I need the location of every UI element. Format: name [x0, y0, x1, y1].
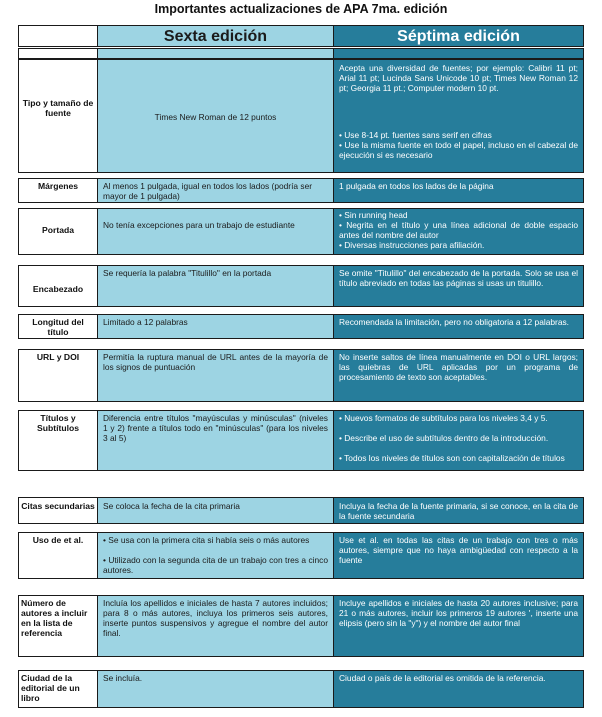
sexta-cell — [97, 411, 333, 470]
spacer-cell — [97, 49, 333, 58]
row-label-cell — [18, 179, 97, 202]
table-header-row — [18, 25, 584, 47]
septima-text: Incluya la fecha de la fuente primaria, si se conoce, en la cita de la fuente secundaria — [339, 501, 578, 521]
row-label-cell — [18, 411, 97, 470]
septima-cell — [333, 498, 584, 523]
row-label: Márgenes — [37, 181, 79, 191]
septima-cell — [333, 411, 584, 470]
table-row — [18, 497, 584, 524]
septima-text: Recomendada la limitación, pero no obligatoria a 12 palabras. — [339, 317, 569, 327]
row-label-cell — [18, 60, 97, 172]
sexta-cell — [97, 179, 333, 202]
header-label-septima: Séptima edición — [397, 28, 520, 45]
septima-cell — [333, 350, 584, 401]
header-cell-septima — [333, 26, 584, 46]
table-row — [18, 265, 584, 307]
septima-text: • Describe el uso de subtítulos dentro de la introducción. — [339, 433, 549, 443]
sexta-text: Incluía los apellidos e iniciales de hasta 7 autores incluidos; para 8 o más autores, incluya los primeros seis autores, inserte puntos suspensivos y agregue el nombre del autor final. — [103, 598, 328, 638]
spacer-row — [18, 48, 584, 59]
row-label: Longitud del título — [32, 317, 84, 337]
septima-text: Incluye apellidos e iniciales de hasta 20 autores inclusive; para 21 o más autores, incluir los primeros 19 autores ', inserte una elipsis (pero sin la "y") y el nombre del autor final — [339, 598, 578, 628]
table-row — [18, 59, 584, 173]
sexta-text: Al menos 1 pulgada, igual en todos los lados (podría ser mayor de 1 pulgada) — [103, 181, 313, 201]
row-label: Portada — [42, 225, 74, 235]
sexta-cell — [97, 498, 333, 523]
sexta-text: Se incluía. — [103, 673, 143, 683]
row-label-cell — [18, 266, 97, 306]
septima-cell — [333, 60, 584, 172]
row-label: URL y DOI — [36, 352, 80, 362]
septima-text: • Todos los niveles de títulos son con capitalización de títulos — [339, 453, 565, 463]
septima-text: Ciudad o país de la editorial es omitida de la referencia. — [339, 673, 546, 683]
header-cell-sexta — [97, 26, 333, 46]
septima-cell — [333, 596, 584, 656]
septima-text: • Negrita en el título y una línea adicional de doble espacio antes del nombre del autor — [339, 220, 578, 240]
septima-cell — [333, 533, 584, 578]
septima-cell — [333, 266, 584, 306]
sexta-cell — [97, 266, 333, 306]
septima-text: • Use 8-14 pt. fuentes sans serif en cifras — [339, 130, 492, 140]
sexta-cell — [97, 350, 333, 401]
row-label: Citas secundarias — [21, 501, 95, 511]
septima-text: • Diversas instrucciones para afiliación. — [339, 240, 485, 250]
row-label-cell — [18, 315, 97, 338]
sexta-cell — [97, 596, 333, 656]
septima-text: • Use la misma fuente en todo el papel, incluso en el cabezal de ejecución si es necesario — [339, 140, 578, 160]
septima-text: • Sin running head — [339, 210, 408, 220]
table-row — [18, 595, 584, 657]
sexta-text: Limitado a 12 palabras — [103, 317, 188, 327]
row-label-cell — [18, 498, 97, 523]
septima-text: No inserte saltos de línea manualmente en DOI o URL largos; las quiebras de URL aplicadas por un programa de procesamiento de texto son aceptables. — [339, 352, 578, 382]
sexta-text: Diferencia entre títulos "mayúsculas y minúsculas" (niveles 1 y 2) frente a títulos todo en "minúsculas" (para los niveles 3 al 5) — [103, 413, 328, 443]
table-row — [18, 208, 584, 255]
table-row — [18, 532, 584, 579]
sexta-text: No tenía excepciones para un trabajo de estudiante — [103, 220, 295, 230]
row-label-cell — [18, 209, 97, 254]
sexta-cell — [97, 671, 333, 707]
row-label-cell — [18, 533, 97, 578]
sexta-cell — [97, 315, 333, 338]
sexta-text: • Se usa con la primera cita si había seis o más autores — [103, 535, 310, 545]
page-title: Importantes actualizaciones de APA 7ma. edición — [154, 2, 448, 16]
sexta-cell — [97, 209, 333, 254]
septima-cell — [333, 179, 584, 202]
septima-cell — [333, 209, 584, 254]
table-row — [18, 349, 584, 402]
row-label-cell — [18, 671, 97, 707]
sexta-text: • Utilizado con la segunda cita de un trabajo con tres a cinco autores. — [103, 555, 328, 575]
table-row — [18, 314, 584, 339]
row-label: Títulos y Subtítulos — [36, 413, 79, 433]
spacer-cell — [18, 49, 97, 58]
row-label: Uso de et al. — [32, 535, 84, 545]
header-empty-cell — [18, 26, 97, 46]
table-row — [18, 410, 584, 471]
sexta-cell — [97, 60, 333, 172]
row-label-cell — [18, 350, 97, 401]
septima-text: • Nuevos formatos de subtítulos para los niveles 3,4 y 5. — [339, 413, 548, 423]
header-label-sexta: Sexta edición — [163, 28, 268, 45]
sexta-cell — [97, 533, 333, 578]
septima-cell — [333, 671, 584, 707]
row-label: Número de autores a incluir en la lista de referencia — [21, 598, 88, 638]
row-label: Tipo y tamaño de fuente — [22, 98, 94, 118]
septima-cell — [333, 315, 584, 338]
spacer-cell — [333, 49, 584, 58]
row-label: Ciudad de la editorial de un libro — [21, 673, 80, 703]
septima-text: Se omite "Titulillo" del encabezado de la portada. Solo se usa el título abreviado en todas las páginas si usas un titulillo. — [339, 268, 578, 288]
sexta-text: Se requería la palabra "Titulillo" en la portada — [103, 268, 272, 278]
row-label: Encabezado — [32, 284, 84, 294]
septima-text: Acepta una diversidad de fuentes; por ejemplo: Calibri 11 pt; Arial 11 pt; Lucinda Sans Unicode 10 pt; Times New Roman 12 pt; Georgia 11 pt.; Computer modern 10 pt. — [339, 63, 578, 93]
septima-text: Use et al. en todas las citas de un trabajo con tres o más autores, siempre que no haya ambigüedad con respecto a la fuente — [339, 535, 578, 565]
row-label-cell — [18, 596, 97, 656]
sexta-text: Permitía la ruptura manual de URL antes de la mayoría de los signos de puntuación — [103, 352, 328, 372]
sexta-text: Se coloca la fecha de la cita primaria — [103, 501, 240, 511]
table-row — [18, 670, 584, 708]
septima-text: 1 pulgada en todos los lados de la página — [339, 181, 494, 191]
sexta-text: Times New Roman de 12 puntos — [154, 112, 277, 122]
table-row — [18, 178, 584, 203]
